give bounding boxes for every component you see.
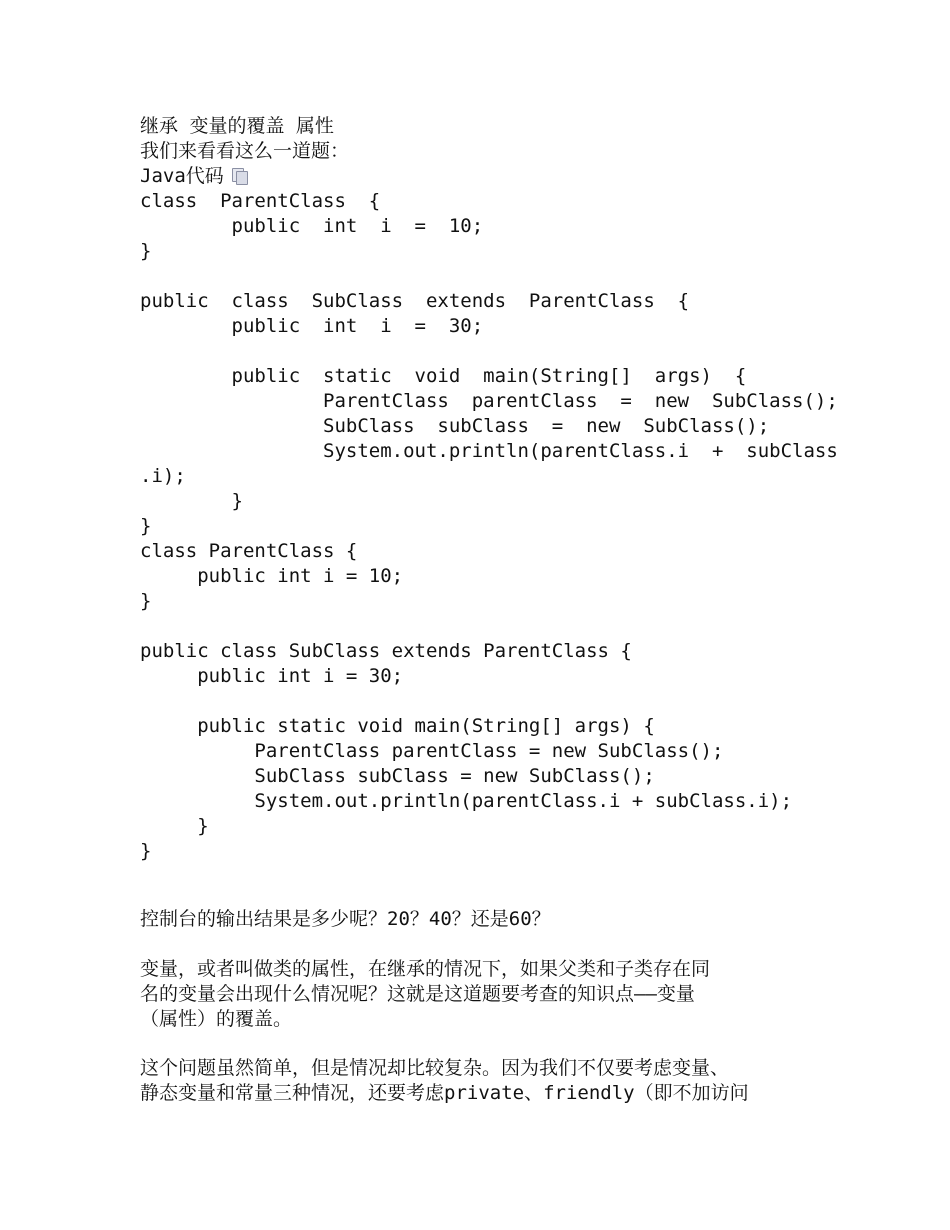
code1-line: public int i = 30; — [140, 315, 484, 337]
code1-line: public class SubClass extends ParentClass { — [140, 290, 690, 312]
paragraph-line: 这个问题虽然简单，但是情况却比较复杂。因为我们不仅要考虑变量、 — [140, 1057, 730, 1079]
code1-line: SubClass subClass = new SubClass(); — [140, 415, 770, 437]
paragraph-line: 静态变量和常量三种情况，还要考虑private、friendly（即不加访问 — [140, 1082, 749, 1104]
code2-line: SubClass subClass = new SubClass(); — [140, 765, 655, 787]
code1-line: .i); — [140, 465, 186, 487]
code1-line: public int i = 10; — [140, 215, 484, 237]
intro-text: 我们来看看这么一道题： — [140, 140, 350, 162]
code2-line: public class SubClass extends ParentClass { — [140, 640, 632, 662]
code2-line: System.out.println(parentClass.i + subClass.i); — [140, 790, 793, 812]
code2-line: public static void main(String[] args) { — [140, 715, 655, 737]
paragraph-line: （属性）的覆盖。 — [140, 1008, 293, 1030]
code1-line: System.out.println(parentClass.i + subClass — [140, 440, 838, 462]
code1-line: ParentClass parentClass = new SubClass(); — [140, 390, 838, 412]
code2-line: public int i = 10; — [140, 565, 404, 587]
code2-line: } — [140, 840, 152, 862]
code2-line: class ParentClass { — [140, 540, 358, 562]
code2-line: ParentClass parentClass = new SubClass(); — [140, 740, 724, 762]
code2-line: } — [140, 815, 209, 837]
code2-line: } — [140, 590, 152, 612]
code-label: Java代码 — [140, 165, 224, 187]
question-text: 控制台的输出结果是多少呢？20？40？还是60？ — [140, 908, 551, 930]
code2-line: public int i = 30; — [140, 665, 404, 687]
paragraph-line: 名的变量会出现什么情况呢？这就是这道题要考查的知识点——变量 — [140, 983, 695, 1005]
code-label-row — [140, 164, 248, 189]
code1-line: } — [140, 490, 243, 512]
copy-icon[interactable] — [232, 168, 248, 184]
code1-line: } — [140, 515, 152, 537]
paragraph-line: 变量，或者叫做类的属性，在继承的情况下，如果父类和子类存在同 — [140, 958, 711, 980]
code1-line: class ParentClass { — [140, 190, 381, 212]
code1-line: public static void main(String[] args) { — [140, 365, 747, 387]
doc-title: 继承 变量的覆盖 属性 — [140, 115, 334, 137]
code1-line: } — [140, 240, 152, 262]
